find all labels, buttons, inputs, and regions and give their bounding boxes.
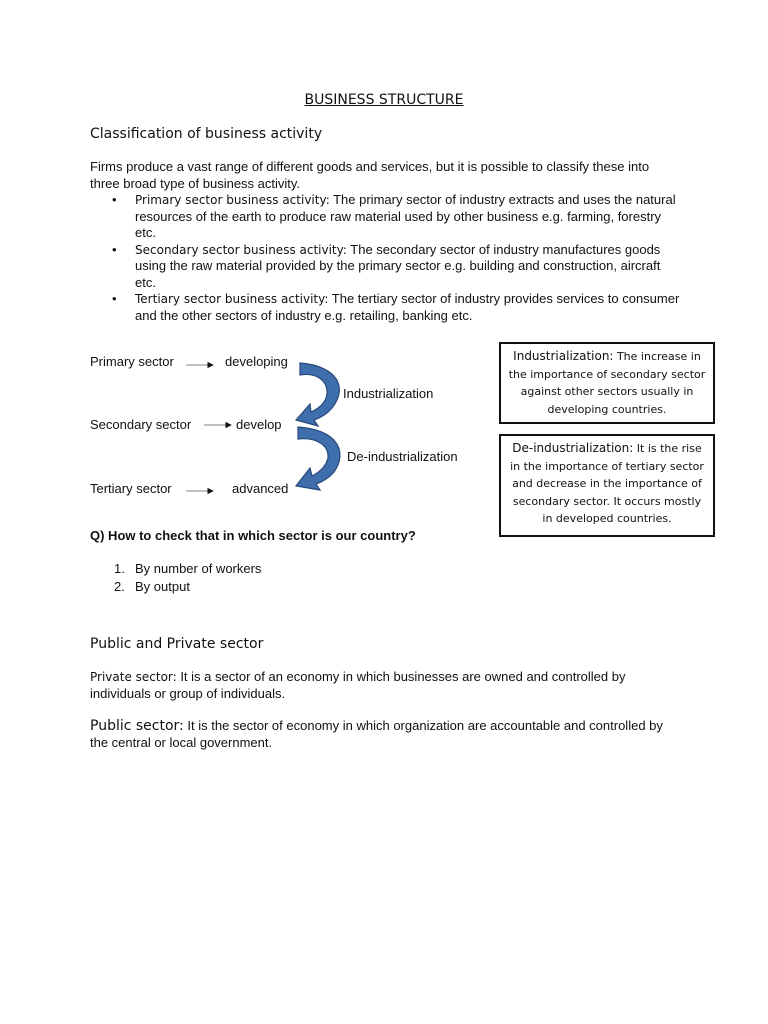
answer-list (90, 560, 261, 596)
answer-item (90, 578, 261, 596)
bullet-text: The primary sector of industry extracts and uses the natural resources of the earth to produce raw material used by other business e.g. farming, forestry etc. (135, 192, 676, 240)
answer-number: 1. (114, 561, 125, 576)
bullet-marker: • (112, 192, 117, 207)
diagram-primary-sector: Primary sector (90, 354, 174, 369)
curved-arrow-de-industrialization-icon (296, 427, 340, 490)
section-heading-public-private: Public and Private sector (90, 636, 264, 652)
public-sector-paragraph (90, 718, 680, 751)
intro-paragraph: Firms produce a vast range of different goods and services, but it is possible to classify these into three broad type of business activity. (90, 159, 650, 191)
bullet-text: The tertiary sector of industry provides services to consumer and the other sectors of industry e.g. retailing, banking etc. (135, 291, 680, 323)
bullet-term: Primary sector business activity: (135, 193, 330, 207)
bullet-text: The secondary sector of industry manufactures goods using the raw material provided by the primary sector e.g. building and construction, aircraft etc. (135, 241, 661, 290)
public-sector-text: It is the sector of economy in which organization are accountable and controlled by the central or local government. (90, 718, 663, 750)
label-de-industrialization: De-industrialization (347, 449, 458, 464)
private-sector-text: It is a sector of an economy in which businesses are owned and controlled by individuals or group of individuals. (90, 669, 626, 701)
answer-text: By number of workers (135, 561, 262, 576)
diagram-stage-advanced: advanced (232, 481, 289, 496)
public-sector-term: Public sector: (90, 718, 184, 734)
question-text: Q) How to check that in which sector is our country? (90, 528, 416, 543)
diagram-stage-develop: develop (236, 417, 282, 432)
bullet-marker: • (112, 241, 117, 257)
box-text: The increase in the importance of secondary sector against other sectors usually in developing countries. (508, 350, 706, 416)
box-text: It is the rise in the importance of tertiary sector and decrease in the importance of secondary sector. It occurs mostly in developed countries. (510, 442, 704, 525)
box-term: De-industrialization: (512, 441, 634, 455)
diagram-stage-developing: developing (225, 354, 288, 369)
answer-item (90, 560, 261, 578)
answer-text: By output (135, 579, 190, 594)
label-industrialization: Industrialization (343, 386, 434, 401)
box-term: Industrialization: (513, 349, 614, 363)
definition-box-industrialization (499, 342, 715, 424)
section-heading-classification: Classification of business activity (90, 126, 323, 142)
diagram-tertiary-sector: Tertiary sector (90, 481, 172, 496)
curved-arrow-industrialization-icon (296, 363, 339, 426)
answer-number: 2. (114, 579, 125, 594)
private-sector-paragraph (90, 669, 680, 702)
diagram-secondary-sector: Secondary sector (90, 417, 192, 432)
bullet-term: Tertiary sector business activity: (135, 292, 329, 306)
private-sector-term: Private sector: (90, 670, 177, 684)
bullet-marker: • (112, 291, 117, 306)
bullet-term: Secondary sector business activity: (135, 242, 347, 257)
page-title: BUSINESS STRUCTURE (304, 92, 464, 108)
definition-box-de-industrialization (499, 434, 715, 537)
